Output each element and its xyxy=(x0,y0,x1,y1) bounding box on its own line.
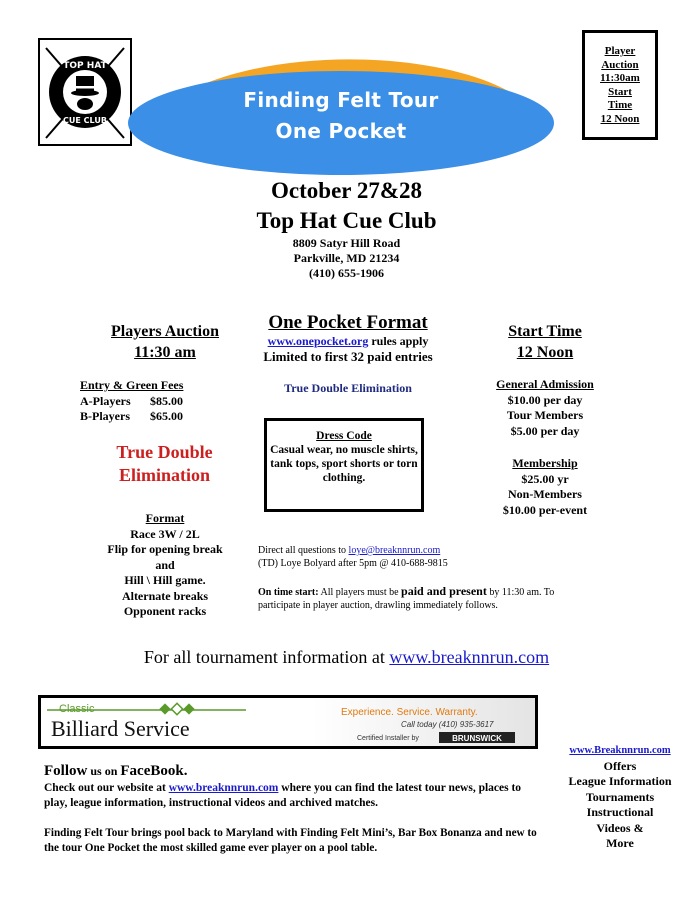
ad-call: Call today (410) 935-3617 xyxy=(401,720,494,729)
website-link[interactable]: www.breaknnrun.com xyxy=(168,782,279,794)
format-line: Race 3W / 2L xyxy=(130,526,200,541)
dress-code-box xyxy=(264,418,424,512)
b-players-price: $65.00 xyxy=(150,409,183,423)
membership-title: Membership xyxy=(512,456,578,470)
event-venue: Top Hat Cue Club xyxy=(256,208,437,233)
logo-text-bottom: CUE CLUB xyxy=(63,116,107,125)
sidebar-line: Tournaments xyxy=(585,789,655,804)
players-auction-block xyxy=(98,321,232,363)
membership-line: $10.00 per-event xyxy=(502,502,588,517)
classic-billiard-service-ad[interactable] xyxy=(38,695,538,749)
tour-banner xyxy=(126,85,556,147)
ga-line: $5.00 per day xyxy=(510,423,580,438)
contact-info xyxy=(258,544,518,570)
facebook-word: FaceBook. xyxy=(120,763,188,779)
auction-box-line: Player xyxy=(604,45,636,57)
on-time-label: On time start: xyxy=(258,587,319,598)
event-date: October 27&28 xyxy=(271,178,422,203)
on-time-text-b: by 11:30 am. To participate in player auction, drawling immediately follows. xyxy=(258,587,555,611)
format-line: Alternate breaks xyxy=(121,588,209,603)
event-heading xyxy=(0,176,693,236)
one-pocket-format-block xyxy=(232,312,464,365)
breaknnrun-sidebar xyxy=(552,743,688,852)
membership-line: $25.00 yr xyxy=(521,471,569,486)
breaknnrun-link[interactable]: www.breaknnrun.com xyxy=(389,647,550,667)
auction-box-line: Start xyxy=(608,85,632,98)
ad-billiard-service: Billiard Service xyxy=(51,716,190,741)
website-paragraph xyxy=(44,781,544,811)
tde-line-1: True Double xyxy=(116,442,213,462)
format-block xyxy=(94,511,236,620)
entry-limit: Limited to first 32 paid entries xyxy=(263,349,433,364)
finding-felt-paragraph: Finding Felt Tour brings pool back to Maryland with Finding Felt Mini’s, Bar Box Bonanza and new to the tour One Pocket the most skilled game ever player on a pool table. xyxy=(44,827,537,854)
a-players-price: $85.00 xyxy=(150,393,183,408)
sidebar-line: More xyxy=(606,836,634,850)
dress-code-title: Dress Code xyxy=(316,430,372,442)
sidebar-line: League Information xyxy=(568,774,672,788)
address-line-1: 8809 Satyr Hill Road xyxy=(292,236,401,250)
on-time-text-a: All players must be xyxy=(318,587,402,598)
paid-and-present: paid and present xyxy=(401,584,487,598)
true-double-elimination-blue: True Double Elimination xyxy=(284,381,412,395)
ga-line: Tour Members xyxy=(506,408,584,422)
follow-word: Follow xyxy=(44,763,88,779)
b-players-label: B-Players xyxy=(80,409,130,423)
sidebar-line: Videos & xyxy=(596,820,644,835)
website-text-a: Check out our website at xyxy=(44,782,169,794)
banner-line-1: Finding Felt Tour xyxy=(243,88,439,112)
address-line-2: Parkville, MD 21234 xyxy=(293,251,400,265)
start-time-block xyxy=(470,321,620,363)
membership-line: Non-Members xyxy=(508,487,582,501)
top-hat-cue-club-logo xyxy=(38,38,132,146)
ad-tagline: Experience. Service. Warranty. xyxy=(341,707,478,718)
td-line: (TD) Loye Bolyard after 5pm @ 410-688-9815 xyxy=(258,558,448,569)
website-text-b: where you can find the latest tour news, places to play, league information, instructional videos and archived matches. xyxy=(44,782,522,809)
b-players-row xyxy=(80,409,230,425)
tournament-info-line xyxy=(0,645,693,669)
start-time-title: Start Time xyxy=(508,323,582,340)
ad-classic: Classic xyxy=(59,703,95,715)
venue-phone: (410) 655-1906 xyxy=(309,266,384,280)
ga-title: General Admission xyxy=(496,377,594,391)
a-players-label: A-Players xyxy=(80,393,131,408)
for-all-prefix: For all tournament information at xyxy=(143,647,390,667)
fees-title: Entry & Green Fees xyxy=(80,378,184,392)
ad-brunswick: BRUNSWICK xyxy=(452,734,502,743)
format-line: Flip for opening break xyxy=(107,542,223,556)
sidebar-link[interactable]: www.Breaknnrun.com xyxy=(569,745,671,756)
entry-fees xyxy=(80,378,230,425)
diamond-icons xyxy=(159,703,194,714)
follow-us-on: us on xyxy=(87,764,121,778)
auction-box-line: 11:30am xyxy=(600,72,640,84)
format-title: Format xyxy=(145,511,185,525)
format-line: and xyxy=(155,557,175,572)
players-auction-title: Players Auction xyxy=(111,323,219,340)
banner-line-2: One Pocket xyxy=(275,119,407,143)
auction-box-line: 12 Noon xyxy=(600,112,640,125)
on-time-start-note xyxy=(258,585,578,612)
logo-text-top: TOP HAT xyxy=(63,61,107,71)
auction-box-line: Time xyxy=(607,99,633,111)
true-double-elimination-red xyxy=(92,441,237,487)
direct-prefix: Direct all questions to xyxy=(258,545,349,556)
one-pocket-format-title: One Pocket Format xyxy=(268,312,428,333)
format-line: Opponent racks xyxy=(123,604,207,618)
rules-suffix: rules apply xyxy=(368,334,429,348)
membership xyxy=(470,456,620,518)
direct-questions xyxy=(258,544,518,557)
sidebar-line: Offers xyxy=(603,758,637,773)
follow-facebook xyxy=(44,762,187,780)
tde-line-2: Elimination xyxy=(118,465,211,485)
auction-time-box xyxy=(582,30,658,140)
a-players-row xyxy=(80,394,230,410)
rules-line xyxy=(232,334,464,349)
onepocket-link[interactable]: www.onepocket.org xyxy=(267,334,369,348)
general-admission xyxy=(470,377,620,439)
dress-code-text: Casual wear, no muscle shirts, tank tops, sport shorts or torn clothing. xyxy=(270,444,418,484)
email-link[interactable]: loye@breaknnrun.com xyxy=(348,545,441,556)
venue-address xyxy=(0,236,693,281)
sidebar-line: Instructional xyxy=(586,805,654,819)
players-auction-time: 11:30 am xyxy=(134,344,196,361)
format-line: Hill \ Hill game. xyxy=(124,573,206,587)
start-time-value: 12 Noon xyxy=(516,344,574,361)
ad-certified: Certified Installer by xyxy=(357,735,419,742)
auction-box-line: Auction xyxy=(601,58,639,71)
ga-line: $10.00 per day xyxy=(507,392,583,407)
